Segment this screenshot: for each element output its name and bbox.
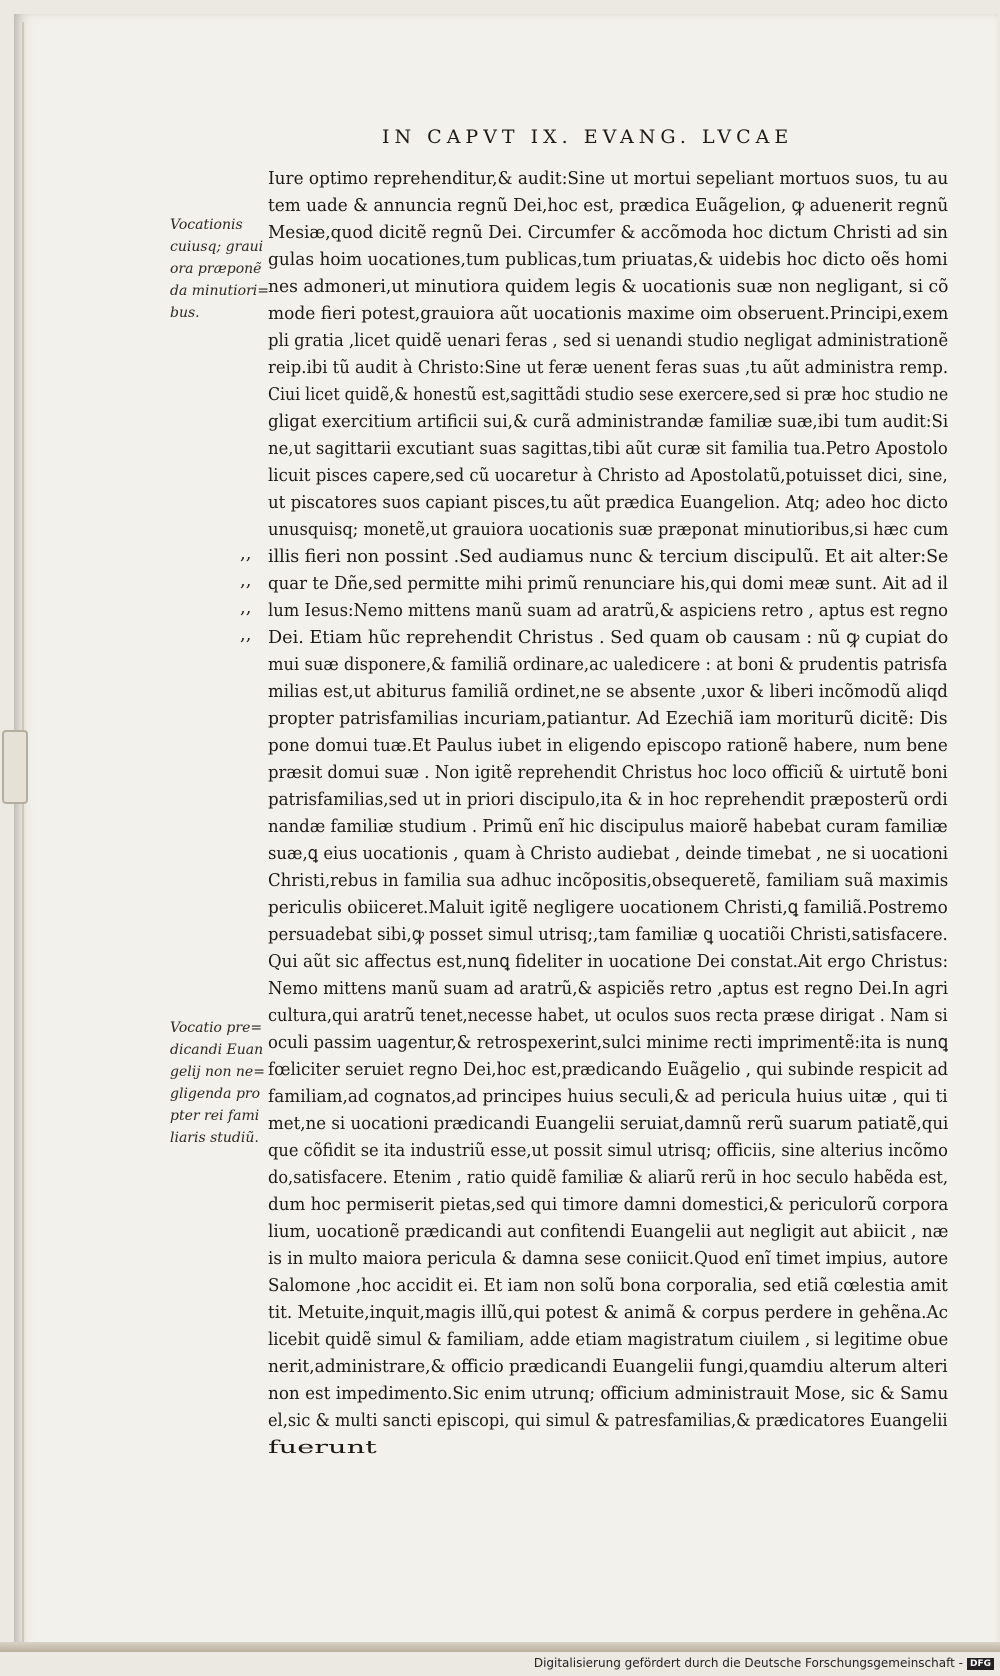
text-line: familiam,ad cognatos,ad principes huius seculi,& ad pericula huius uitæ , qui ti	[268, 1086, 948, 1107]
quote-mark: ,,	[240, 570, 252, 591]
text-line: quar te Dñe,sed permitte mihi primũ renunciare his,qui domi meæ sunt. Ait ad il	[268, 573, 948, 594]
margin-note-vocatio: Vocatio pre= dicandi Euan gelij non ne= gligenda pro pter rei fami liaris studiũ.	[170, 1020, 265, 1146]
text-line: fuerunt	[268, 1437, 377, 1458]
text-line: Qui aũt sic affectus est,nunꝗ fideliter in uocatione Dei constat.Ait ergo Christus:	[268, 951, 948, 972]
body-text	[268, 165, 958, 1461]
text-line: ne,ut sagittarii excutiant suas sagittas,tibi aũt curæ sit familia tua.Petro Apostolo	[268, 438, 948, 459]
text-line: Christi,rebus in familia sua adhuc incõpositis,obsequeretẽ, familiam suã maximis	[268, 870, 948, 891]
text-line: fœliciter seruiet regno Dei,hoc est,prædicando Euãgelio , qui subinde respicit ad	[268, 1059, 948, 1080]
text-line: el,sic & multi sancti episcopi, qui simul & patresfamilias,& prædicatores Euangelii	[268, 1410, 948, 1431]
page-edge	[0, 1642, 1000, 1652]
text-line: persuadebat sibi,ꝙ posset simul utrisq;,tam familiæ ꝗ uocatiõi Christi,satisfacere.	[268, 924, 948, 945]
text-line: Mesiæ,quod dicitẽ regnũ Dei. Circumfer & accõmoda hoc dictum Christi ad sin	[268, 222, 948, 243]
text-line: dum hoc permiserit pietas,sed qui timore damni domestici,& periculorũ corpora	[268, 1194, 948, 1215]
text-line: nes admoneri,ut minutiora quidem legis & uocationis suæ non negligant, si cõ	[268, 276, 948, 297]
quote-mark: ,,	[240, 597, 252, 618]
text-line: licebit quidẽ simul & familiam, adde etiam magistratum ciuilem , si legitime obue	[268, 1329, 948, 1350]
text-line: lium, uocationẽ prædicandi aut confitendi Euangelii aut negligit aut abiicit , næ	[268, 1221, 948, 1242]
text-line: gligat exercitium artificii sui,& curã administrandæ familiæ suæ,ibi tum audit:Si	[268, 411, 948, 432]
text-line: Nemo mittens manũ suam ad aratrũ,& aspiciẽs retro ,aptus est regno Dei.In agri	[268, 978, 948, 999]
text-line: do,satisfacere. Etenim , ratio quidẽ familiæ & aliarũ rerũ in hoc seculo habẽda est,	[268, 1167, 948, 1188]
text-line: Ciui licet quidẽ,& honestũ est,sagittãdi studio sese exercere,sed si præ hoc studio ne	[268, 384, 948, 405]
text-line: met,ne si uocationi prædicandi Euangelii seruiat,damnũ rerũ suarum patiatẽ,qui	[268, 1113, 948, 1134]
text-line: non est impedimento.Sic enim utrunq; officium administrauit Mose, sic & Samu	[268, 1383, 948, 1404]
quote-mark: ,,	[240, 624, 252, 645]
text-line: lum Iesus:Nemo mittens manũ suam ad aratrũ,& aspiciens retro , aptus est regno	[268, 600, 948, 621]
page-clasp	[2, 730, 28, 804]
text-line: mode fieri potest,grauiora aũt uocationis maxime oim obseruent.Principi,exem	[268, 303, 948, 324]
running-head: IN CAPVT IX. EVANG. LVCAE	[382, 126, 794, 148]
text-line: Salomone ,hoc accidit ei. Et iam non solũ bona corporalia, sed etiã cœlestia amit	[268, 1275, 948, 1296]
text-line: tem uade & annuncia regnũ Dei,hoc est, prædica Euãgelion, ꝙ aduenerit regnũ	[268, 195, 948, 216]
text-line: pli gratia ,licet quidẽ uenari feras , sed si uenandi studio negligat administrationẽ	[268, 330, 948, 351]
text-line: que cõfidit se ita industriũ esse,ut possit simul utrisq; officiis, sine alterius incõmo	[268, 1140, 948, 1161]
text-line: oculi passim uagentur,& retrospexerint,sulci minime recti imprimentẽ:ita is nunꝗ	[268, 1032, 948, 1053]
text-line: reip.ibi tũ audit à Christo:Sine ut feræ uenent feras suas ,tu aũt administra remp.	[268, 357, 948, 378]
text-line: tit. Metuite,inquit,magis illũ,qui potest & animã & corpus perdere in gehẽna.Ac	[268, 1302, 948, 1323]
text-line: cultura,qui aratrũ tenet,necesse habet, ut oculos suos recta præse dirigat . Nam si	[268, 1005, 948, 1026]
quote-mark: ,,	[240, 543, 252, 564]
text-line: licuit pisces capere,sed cũ uocaretur à Christo ad Apostolatũ,potuisset dici, sine,	[268, 465, 948, 486]
text-line: nerit,administrare,& officio prædicandi Euangelii fungi,quamdiu alterum alteri	[268, 1356, 948, 1377]
text-line: is in multo maiora pericula & damna sese coniicit.Quod enĩ timet impius, autore	[268, 1248, 948, 1269]
footer	[534, 1656, 994, 1670]
margin-note-vocationis: Vocationis cuiusq; graui ora præponẽ da minutiori= bus.	[170, 217, 269, 321]
text-line: propter patrisfamilias incuriam,patiantur. Ad Ezechiã iam moriturũ dicitẽ: Dis	[268, 708, 948, 729]
text-line: Dei. Etiam hũc reprehendit Christus . Sed quam ob causam : nũ ꝙ cupiat do	[268, 627, 948, 648]
text-line: mui suæ disponere,& familiã ordinare,ac ualedicere : at boni & prudentis patrisfa	[268, 654, 948, 675]
quote-marks	[240, 540, 251, 648]
footer-text: Digitalisierung gefördert durch die Deutsche Forschungsgemeinschaft -	[533, 1656, 963, 1670]
text-line: suæ,ꝗ eius uocationis , quam à Christo audiebat , deinde timebat , ne si uocationi	[268, 843, 948, 864]
text-line: præsit domui suæ . Non igitẽ reprehendit Christus hoc loco officiũ & uirtutẽ boni	[268, 762, 948, 783]
text-line: ut piscatores suos capiant pisces,tu aũt prædica Euangelion. Atq; adeo hoc dicto	[268, 492, 948, 513]
text-line: gulas hoim uocationes,tum publicas,tum priuatas,& uidebis hoc dicto oẽs homi	[268, 249, 948, 270]
text-line: unusquisq; monetẽ,ut grauiora uocationis suæ præponat minutioribus,si hæc cum	[268, 519, 948, 540]
dfg-logo: DFG	[967, 1658, 994, 1670]
text-line: nandæ familiæ studium . Primũ enĩ hic discipulus maiorẽ habebat curam familiæ	[268, 816, 948, 837]
text-line: patrisfamilias,sed ut in priori discipulo,ita & in hoc reprehendit præposterũ ordi	[268, 789, 948, 810]
text-line: pone domui tuæ.Et Paulus iubet in eligendo episcopo rationẽ habere, num bene	[268, 735, 948, 756]
text-line: milias est,ut abiturus familiã ordinet,ne se absente ,uxor & liberi incõmodũ aliqd	[268, 681, 948, 702]
text-line: Iure optimo reprehenditur,& audit:Sine ut mortui sepeliant mortuos suos, tu au	[268, 168, 948, 189]
text-line: periculis obiiceret.Maluit igitẽ negligere uocationem Christi,ꝗ familiã.Postremo	[268, 897, 948, 918]
text-line: illis fieri non possint .Sed audiamus nunc & tercium discipulũ. Et ait alter:Se	[268, 546, 948, 567]
